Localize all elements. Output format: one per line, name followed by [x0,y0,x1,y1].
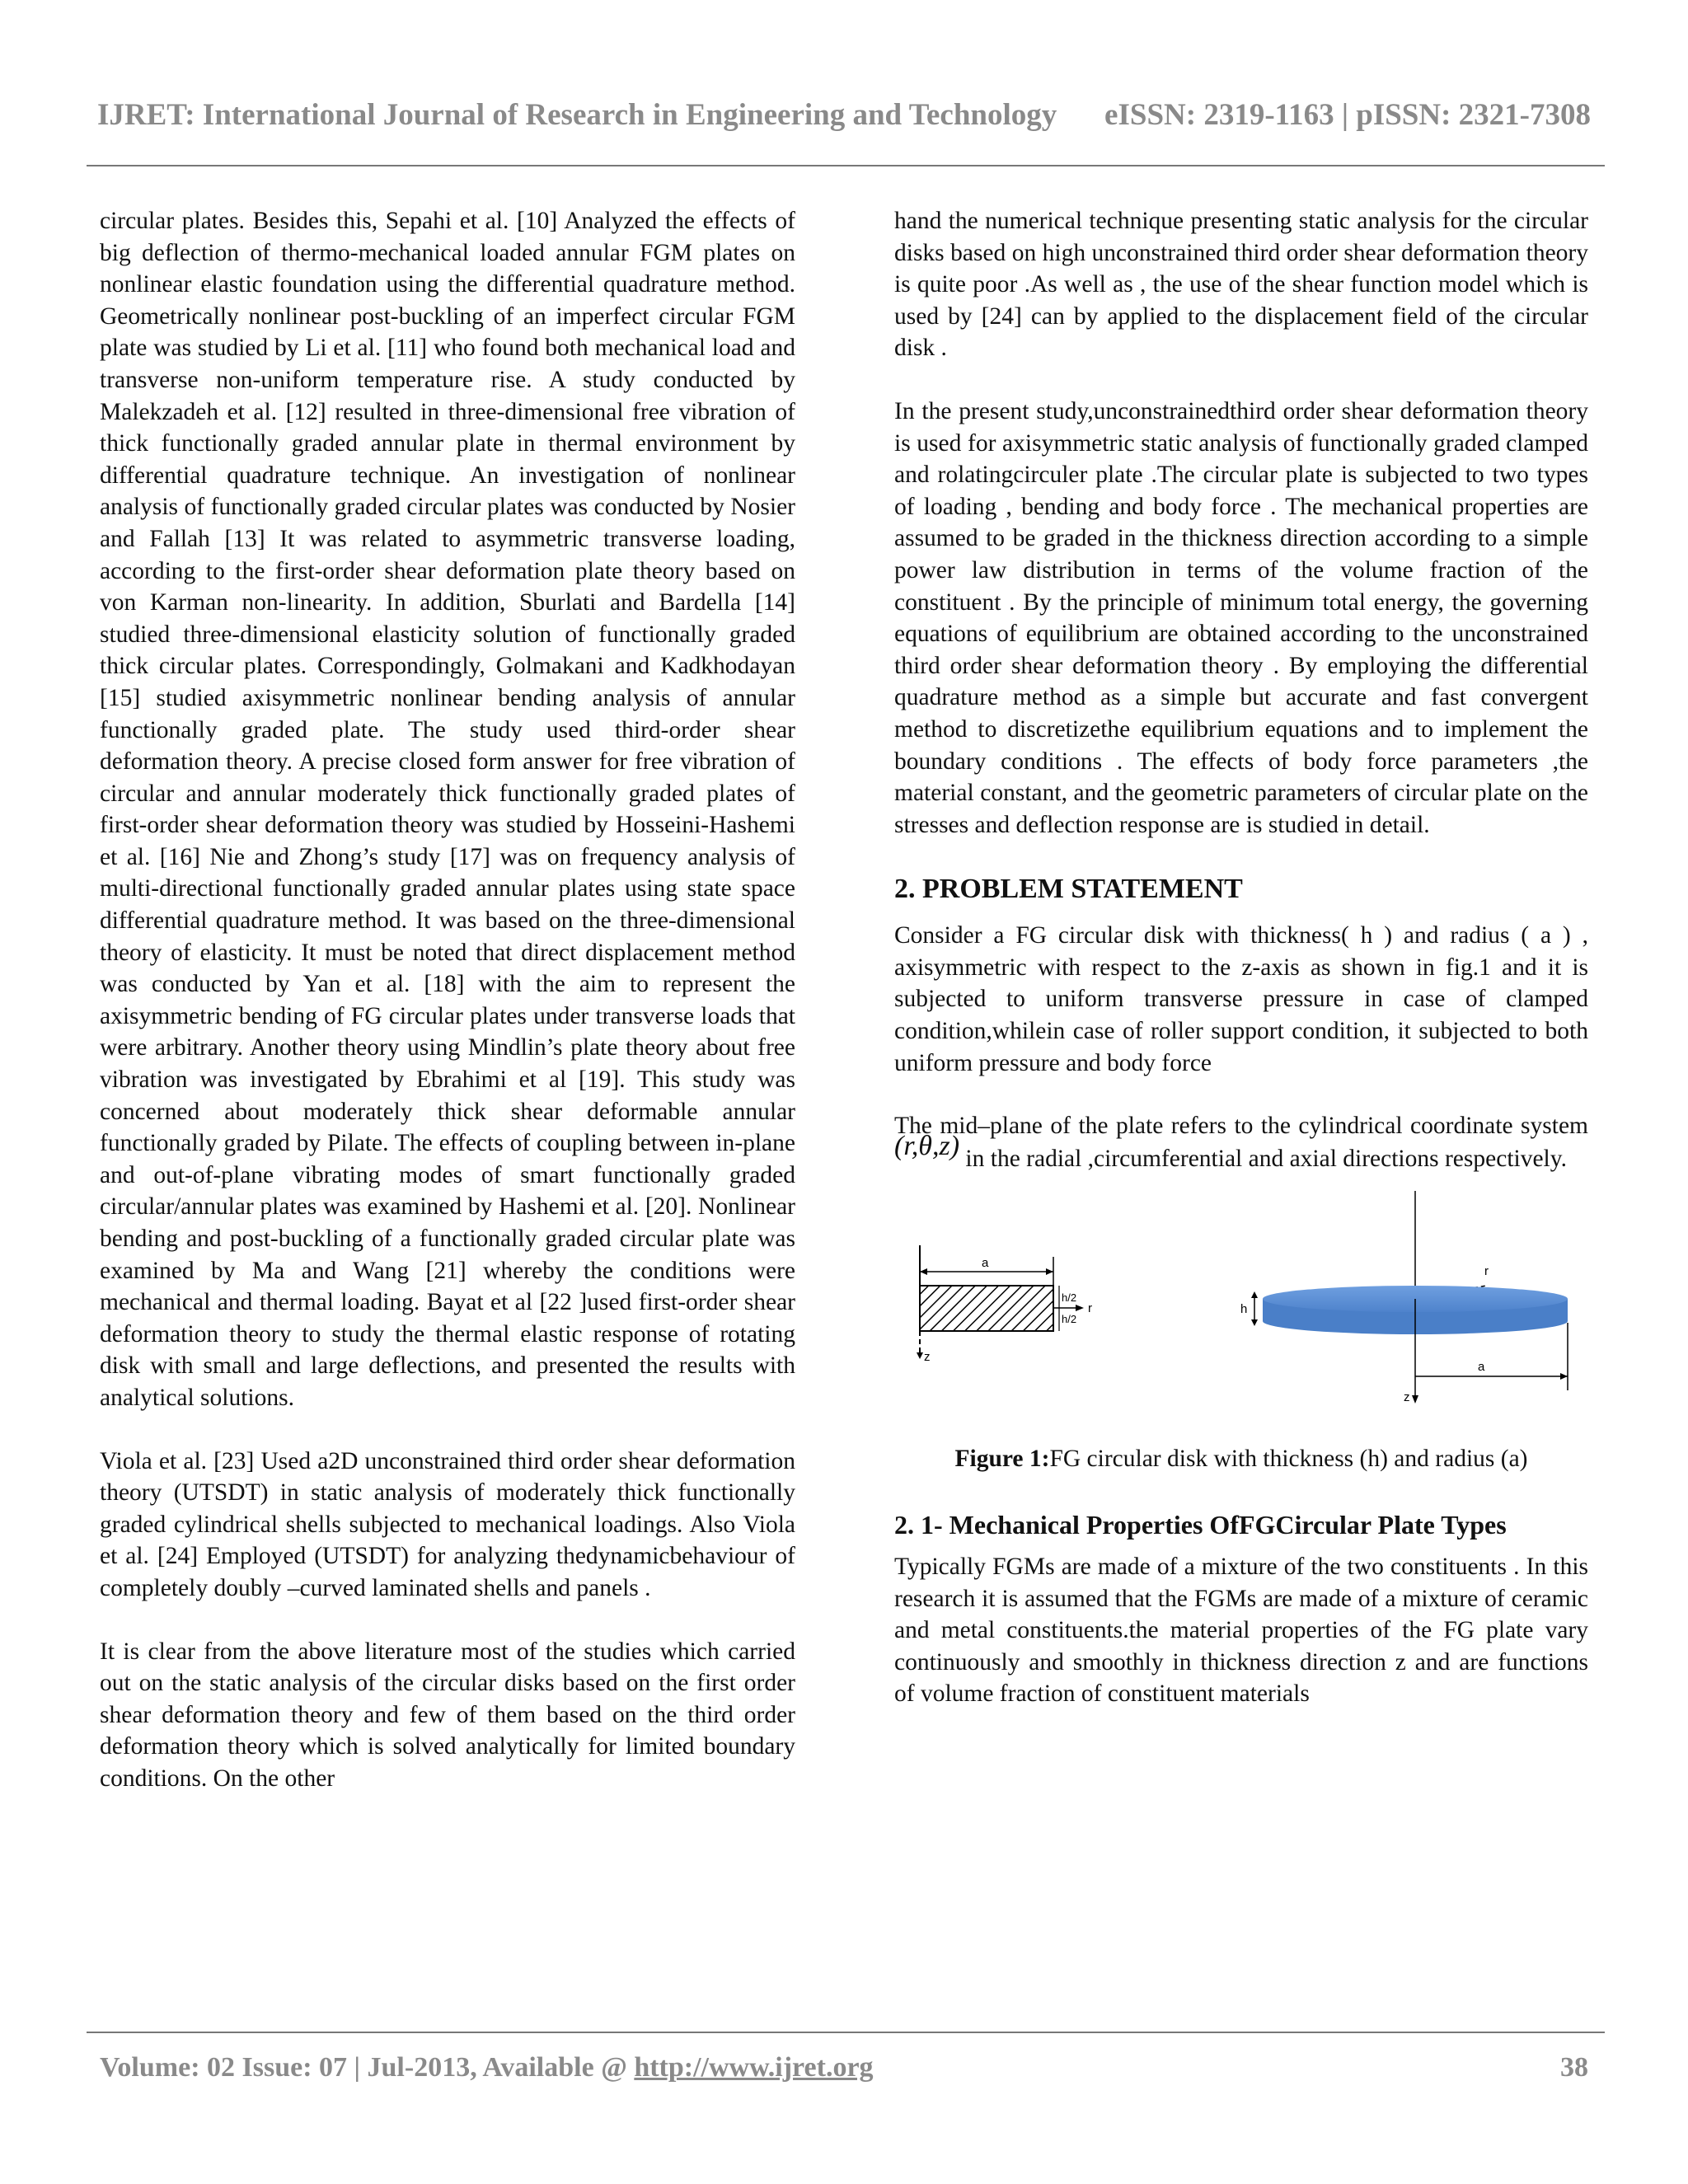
right-h-label: h [1240,1302,1248,1317]
left-r-label: r [1088,1301,1092,1316]
right-z-label: z [1404,1390,1410,1405]
page-number: 38 [1560,2052,1588,2083]
left-paragraph-2: Viola et al. [23] Used a2D unconstrained third order shear deformation theory (UTSDT) in static analysis of moderately thick functionally graded cylindrical shells subjected to mechanical loadings. Also Viola et al. [24] Employed (UTSDT) for analyzing thedynamicbehaviour of completely doubly –curved laminated shells and panels . [100,1447,795,1601]
right-paragraph-2: In the present study,unconstrainedthird order shear deformation theory is used for axisymmetric static analysis of functionally graded clamped and rolatingcirculer plate .The circular plate is subjected to two types of loading , bending and body force . The mechanical properties are assumed to be graded in the thickness direction according to a simple power law distribution in terms of the volume fraction of the constituent . By the principle of minimum total energy, the governing equations of equilibrium are obtained according to the unconstrained third order shear deformation theory . By employing the differential quadrature method as a simple but accurate and fast convergent method to discretizethe equilibrium equations and to implement the boundary conditions . The effects of body force parameters ,the material constant, and the geometric parameters of circular plate on the stresses and deflection response are is studied in detail. [894,397,1588,838]
left-h-bottom-label: h/2 [1062,1313,1077,1326]
page-footer [100,2052,1588,2083]
right-column [894,205,1588,1741]
caption-label: Figure 1: [954,1446,1050,1473]
header-rule [87,165,1605,166]
footer-volume: Volume: 02 Issue: 07 | Jul-2013, Available @ [100,2052,635,2083]
right-paragraph-3: Consider a FG circular disk with thickness( h ) and radius ( a ) , axisymmetric with respect to the z-axis as shown in fig.1 and it is subjected to uniform transverse pressure in case of clamped condition,whilein case of roller support condition, it subjected to both uniform pressure and body force [894,922,1588,1076]
figure-1-diagram [894,1191,1588,1438]
footer-rule [87,2032,1605,2033]
figure-1-caption [894,1443,1588,1475]
coordinate-math: (r,θ,z) [894,1130,960,1161]
page-header [97,97,1591,133]
right-r-label: r [1484,1264,1489,1279]
coordinate-text-b: in the radial ,circumferential and axial directions respectively. [965,1145,1567,1172]
right-paragraph-4 [894,1110,1588,1174]
caption-text: FG circular disk with thickness (h) and radius (a) [1049,1446,1528,1473]
issn-numbers: eISSN: 2319-1163 | pISSN: 2321-7308 [1104,98,1591,132]
cross-section-diagram [917,1245,1092,1364]
right-paragraph-5: Typically FGMs are made of a mixture of the two constituents . In this research it is assumed that the FGMs are made of a mixture of ceramic and metal constituents.the material properties of the FG plate vary continuously and smoothly in thickness direction z and are functions of volume fraction of constituent materials [894,1554,1588,1708]
left-h-top-label: h/2 [1062,1291,1077,1305]
hatched-plate-section [920,1286,1053,1331]
left-a-label: a [982,1256,989,1271]
left-paragraph-3: It is clear from the above literature most of the studies which carried out on the static analysis of the circular disks based on the first order shear deformation theory and few of them based on the third order deformation theory which is solved analytically for limited boundary conditions. On the other [100,1638,795,1792]
right-paragraph-1: hand the numerical technique presenting static analysis for the circular disks based on high unconstrained third order shear deformation theory is quite poor .As well as , the use of the shear function model which is used by [24] can by applied to the displacement field of the circular disk . [894,208,1588,362]
figure-1 [894,1191,1588,1438]
right-a-label: a [1478,1360,1485,1375]
left-column [100,205,795,1826]
journal-title: IJRET: International Journal of Research in Engineering and Technology [97,98,1057,132]
section-heading-problem-statement: 2. PROBLEM STATEMENT [894,874,1243,905]
coordinate-text-a: The mid–plane of the plate refers to the cylindrical coordinate system [894,1113,1588,1140]
footer-url-link[interactable]: http://www.ijret.org [634,2052,874,2083]
left-paragraph-1: circular plates. Besides this, Sepahi et al. [10] Analyzed the effects of big deflection of thermo-mechanical loaded annular FGM plates on nonlinear elastic foundation using the differential quadrature method. Geometrically nonlinear post-buckling of an imperfect circular FGM plate was studied by Li et al. [11] who found both mechanical load and transverse non-uniform temperature rise. A study conducted by Malekzadeh et al. [12] resulted in three-dimensional free vibration of thick functionally graded annular plate in thermal environment by differential quadrature technique. An investigation of nonlinear analysis of functionally graded circular plates was conducted by Nosier and Fallah [13] It was related to asymmetric transverse loading, according to the first-order shear deformation plate theory based on von Karman non-linearity. In addition, Sburlati and Bardella [14] studied three-dimensional elasticity solution of functionally graded thick circular plates. Correspondingly, Golmakani and Kadkhodayan [15] studied axisymmetric nonlinear bending analysis of annular functionally graded plate. The study used third-order shear deformation theory. A precise closed form answer for free vibration of circular and annular moderately thick functionally graded plates of first-order shear deformation theory was studied by Hosseini-Hashemi et al. [16] Nie and Zhong’s study [17] was on frequency analysis of multi-directional functionally graded annular plates using state space differential quadrature method. It was based on the three-dimensional theory of elasticity. It must be noted that direct displacement method was conducted by Yan et al. [18] with the aim to represent the axisymmetric bending of FG circular plates under transverse loads that were arbitrary. Another theory using Mindlin’s plate theory about free vibration was investigated by Ebrahimi et al [19]. This study was concerned about moderately thick shear deformable annular functionally graded by Pilate. The effects of coupling between in-plane and out-of-plane vibrating modes of smart functionally graded circular/annular plates was examined by Hashemi et al. [20]. Nonlinear bending and post-buckling of a functionally graded circular plate was examined by Ma and Wang [21] whereby the conditions were mechanical and thermal loading. Bayat et al [22 ]used first-order shear deformation theory to study the thermal elastic response of rotating disk with small and large deflections, and presented the results with analytical solutions. [100,208,795,1411]
left-z-label: z [924,1350,931,1365]
subsection-heading-mechanical-properties: 2. 1- Mechanical Properties OfFGCircular Plate Types [894,1510,1507,1540]
disk-3d-diagram [1240,1191,1568,1404]
